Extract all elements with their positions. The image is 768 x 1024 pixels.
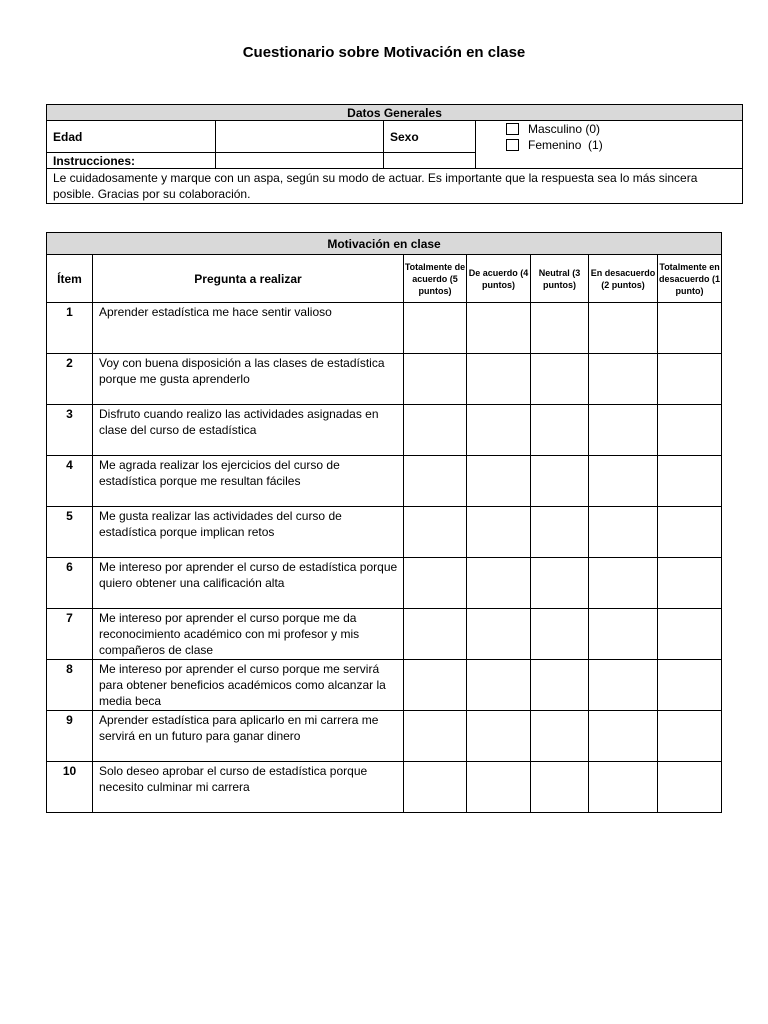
table-row: [47, 711, 722, 762]
answer-cell[interactable]: [531, 711, 589, 762]
answer-cell[interactable]: [531, 354, 589, 405]
question-text: Aprender estadística para aplicarlo en mi carrera me servirá en un futuro para ganar dinero: [93, 711, 404, 762]
answer-cell[interactable]: [467, 660, 531, 711]
blank-cell: [384, 153, 476, 169]
answer-cell[interactable]: [404, 354, 467, 405]
option-masculino[interactable]: [506, 121, 742, 137]
table-row: [47, 609, 722, 660]
motivation-table: [46, 232, 722, 813]
item-number: 10: [47, 762, 93, 813]
answer-cell[interactable]: [404, 762, 467, 813]
col-scale-header: Neutral (3 puntos): [531, 255, 589, 303]
answer-cell[interactable]: [531, 405, 589, 456]
item-number: 5: [47, 507, 93, 558]
table-row: [47, 354, 722, 405]
answer-cell[interactable]: [658, 405, 722, 456]
sexo-label: Sexo: [384, 121, 476, 153]
question-text: Disfruto cuando realizo las actividades asignadas en clase del curso de estadística: [93, 405, 404, 456]
answer-cell[interactable]: [404, 507, 467, 558]
answer-cell[interactable]: [589, 609, 658, 660]
question-text: Me intereso por aprender el curso porque me servirá para obtener beneficios académicos como alcanzar la media beca: [93, 660, 404, 711]
answer-cell[interactable]: [467, 711, 531, 762]
answer-cell[interactable]: [589, 558, 658, 609]
general-data-header: Datos Generales: [47, 105, 743, 121]
answer-cell[interactable]: [404, 558, 467, 609]
sexo-options: [476, 121, 743, 169]
answer-cell[interactable]: [658, 609, 722, 660]
answer-cell[interactable]: [531, 456, 589, 507]
answer-cell[interactable]: [404, 405, 467, 456]
question-text: Voy con buena disposición a las clases de estadística porque me gusta aprenderlo: [93, 354, 404, 405]
answer-cell[interactable]: [531, 303, 589, 354]
answer-cell[interactable]: [531, 558, 589, 609]
question-text: Me gusta realizar las actividades del curso de estadística porque implican retos: [93, 507, 404, 558]
answer-cell[interactable]: [467, 405, 531, 456]
answer-cell[interactable]: [404, 660, 467, 711]
answer-cell[interactable]: [404, 456, 467, 507]
question-text: Me agrada realizar los ejercicios del curso de estadística porque me resultan fáciles: [93, 456, 404, 507]
answer-cell[interactable]: [589, 660, 658, 711]
item-number: 6: [47, 558, 93, 609]
answer-cell[interactable]: [404, 303, 467, 354]
instrucciones-label: Instrucciones:: [47, 153, 216, 169]
col-pregunta-header: Pregunta a realizar: [93, 255, 404, 303]
answer-cell[interactable]: [658, 507, 722, 558]
item-number: 1: [47, 303, 93, 354]
answer-cell[interactable]: [467, 558, 531, 609]
answer-cell[interactable]: [658, 660, 722, 711]
answer-cell[interactable]: [589, 711, 658, 762]
table-row: [47, 558, 722, 609]
edad-label: Edad: [47, 121, 216, 153]
answer-cell[interactable]: [589, 405, 658, 456]
question-text: Aprender estadística me hace sentir valioso: [93, 303, 404, 354]
question-text: Solo deseo aprobar el curso de estadística porque necesito culminar mi carrera: [93, 762, 404, 813]
general-data-table: [46, 104, 743, 204]
option-femenino[interactable]: [506, 137, 742, 153]
table-row: [47, 660, 722, 711]
table-row: [47, 303, 722, 354]
motivation-header: Motivación en clase: [47, 233, 722, 255]
col-item-header: Ítem: [47, 255, 93, 303]
femenino-label: Femenino (1): [528, 138, 603, 152]
answer-cell[interactable]: [531, 609, 589, 660]
femenino-checkbox[interactable]: [506, 139, 519, 151]
answer-cell[interactable]: [589, 456, 658, 507]
item-number: 4: [47, 456, 93, 507]
answer-cell[interactable]: [467, 762, 531, 813]
answer-cell[interactable]: [531, 762, 589, 813]
answer-cell[interactable]: [467, 456, 531, 507]
answer-cell[interactable]: [467, 303, 531, 354]
edad-field[interactable]: [216, 121, 384, 153]
item-number: 8: [47, 660, 93, 711]
table-row: [47, 405, 722, 456]
answer-cell[interactable]: [404, 711, 467, 762]
item-number: 3: [47, 405, 93, 456]
answer-cell[interactable]: [658, 558, 722, 609]
answer-cell[interactable]: [658, 762, 722, 813]
answer-cell[interactable]: [589, 303, 658, 354]
table-row: [47, 762, 722, 813]
answer-cell[interactable]: [467, 354, 531, 405]
answer-cell[interactable]: [658, 711, 722, 762]
answer-cell[interactable]: [658, 303, 722, 354]
item-number: 9: [47, 711, 93, 762]
answer-cell[interactable]: [467, 609, 531, 660]
answer-cell[interactable]: [589, 354, 658, 405]
masculino-checkbox[interactable]: [506, 123, 519, 135]
answer-cell[interactable]: [658, 354, 722, 405]
answer-cell[interactable]: [404, 609, 467, 660]
question-text: Me intereso por aprender el curso porque me da reconocimiento académico con mi profesor y mis compañeros de clase: [93, 609, 404, 660]
item-number: 2: [47, 354, 93, 405]
answer-cell[interactable]: [531, 660, 589, 711]
answer-cell[interactable]: [589, 507, 658, 558]
masculino-label: Masculino (0): [528, 122, 601, 136]
table-row: [47, 507, 722, 558]
question-text: Me intereso por aprender el curso de estadística porque quiero obtener una calificación alta: [93, 558, 404, 609]
answer-cell[interactable]: [589, 762, 658, 813]
blank-cell: [216, 153, 384, 169]
answer-cell[interactable]: [658, 456, 722, 507]
col-scale-header: Totalmente de acuerdo (5 puntos): [404, 255, 467, 303]
col-scale-header: De acuerdo (4 puntos): [467, 255, 531, 303]
answer-cell[interactable]: [467, 507, 531, 558]
col-scale-header: En desacuerdo (2 puntos): [589, 255, 658, 303]
table-row: [47, 456, 722, 507]
page-title: Cuestionario sobre Motivación en clase: [242, 44, 526, 61]
item-number: 7: [47, 609, 93, 660]
instrucciones-text: Le cuidadosamente y marque con un aspa, según su modo de actuar. Es importante que la respuesta sea lo más sincera posible. Gracias por su colaboración.: [47, 169, 743, 204]
col-scale-header: Totalmente en desacuerdo (1 punto): [658, 255, 722, 303]
answer-cell[interactable]: [531, 507, 589, 558]
